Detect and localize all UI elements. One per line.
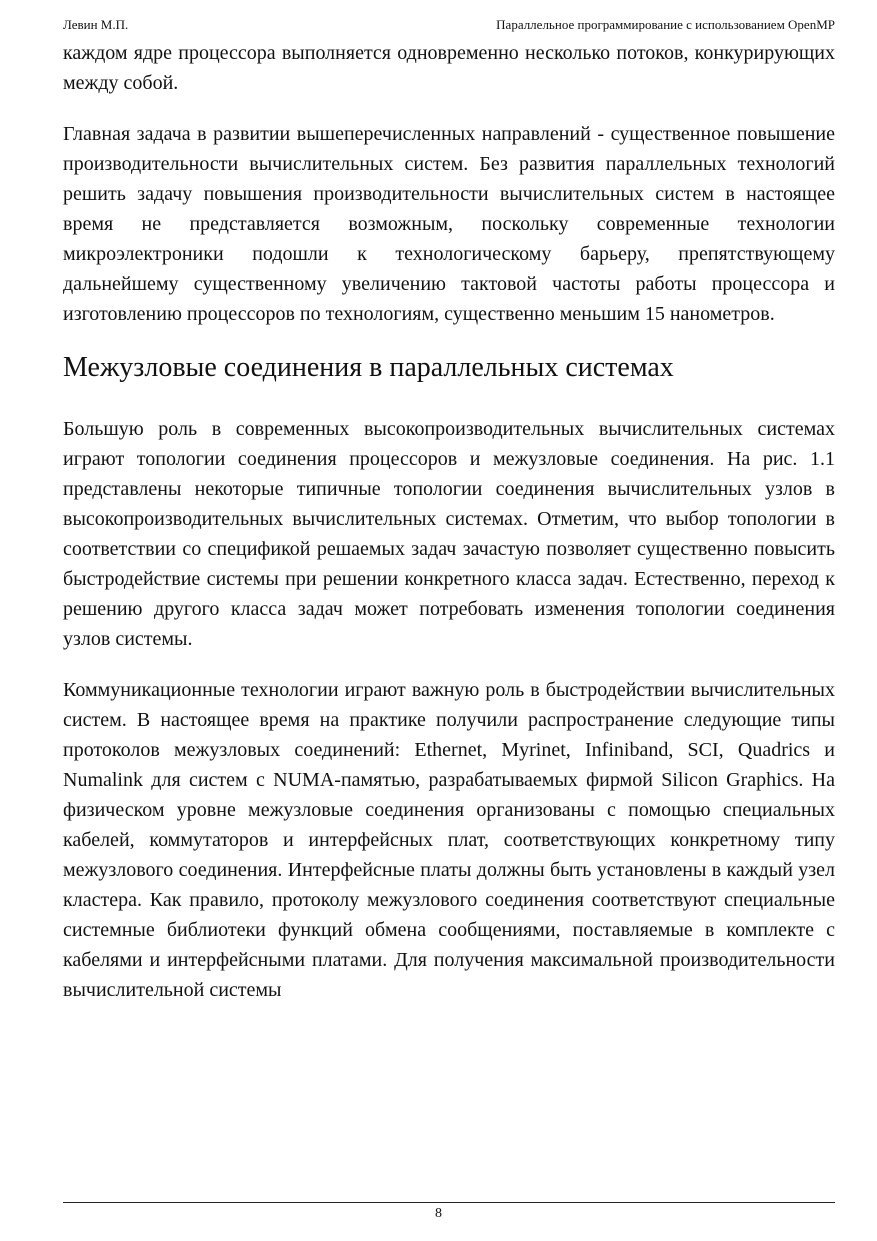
page-header (63, 15, 835, 35)
paragraph-communication: Коммуникационные технологии играют важную роль в быстродействии вычислительных систем. В настоящее время на практике получили распространение следующие типы протоколов межузловых соединений: Ethernet, Myrinet, Infiniband, SCI, Quadrics и Numalink для систем с NUMA-памятью, разрабатываемых фирмой Silicon Graphics. На физическом уровне межузловые соединения организованы с помощью специальных кабелей, коммутаторов и интерфейсных плат, соответствующих конкретному типу межузлового соединения. Интерфейсные платы должны быть установлены в каждый узел кластера. Как правило, протоколу межузлового соединения соответствуют специальные системные библиотеки функций обмена сообщениями, поставляемые в комплекте с кабелями и интерфейсными платами. Для получения максимальной производительности вычислительной системы (63, 679, 835, 1001)
page-body (63, 38, 835, 1026)
page-number: 8 (435, 1206, 442, 1221)
footer-divider (63, 1202, 835, 1203)
paragraph-main-task: Главная задача в развитии вышеперечисленных направлений - существенное повышение производительности вычислительных систем. Без развития параллельных технологий решить задачу повышения производительности вычислительных систем в настоящее время не представляется возможным, поскольку современные технологии микроэлектроники подошли к технологическому барьеру, препятствующему дальнейшему существенному увеличению тактовой частоты работы процессора и изготовлению процессоров по технологиям, существенно меньшим 15 нанометров. (63, 123, 835, 325)
paragraph-topologies: Большую роль в современных высокопроизводительных вычислительных системах играют топологии соединения процессоров и межузловые соединения. На рис. 1.1 представлены некоторые типичные топологии соединения вычислительных узлов в высокопроизводительных вычислительных системах. Отметим, что выбор топологии в соответствии со спецификой решаемых задач зачастую позволяет существенно повысить быстродействие системы при решении конкретного класса задач. Естественно, переход к решению другого класса задач может потребовать изменения топологии соединения узлов системы. (63, 418, 835, 650)
section-heading: Межузловые соединения в параллельных системах (63, 352, 674, 383)
header-author: Левин М.П. (63, 17, 129, 32)
paragraph-continuation: каждом ядре процессора выполняется одновременно несколько потоков, конкурирующих между собой. (63, 42, 835, 94)
header-title: Параллельное программирование с использованием OpenMP (496, 17, 835, 32)
